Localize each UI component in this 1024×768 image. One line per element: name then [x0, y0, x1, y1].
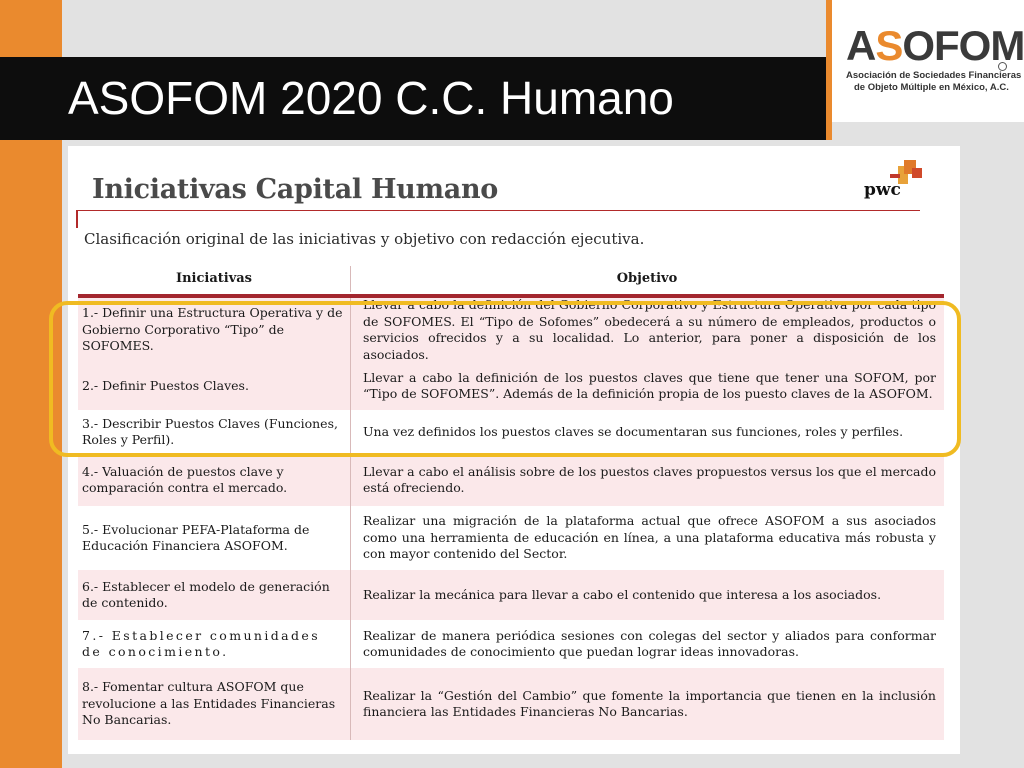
table-header: [78, 264, 944, 296]
table-row: [78, 620, 944, 668]
table-row: [78, 668, 944, 740]
pwc-brand: pwc: [864, 180, 901, 200]
objective-text: Realizar una migración de la plataforma actual que ofrece ASOFOM a sus asociados como una herramienta de educación en línea, a una plataforma educativa más robusta y con mayor contenido del Sector.: [363, 513, 936, 562]
asofom-logo: [832, 0, 1024, 122]
objective-cell: [350, 620, 944, 668]
title-rule: [76, 210, 920, 211]
initiative-text: 2.- Definir Puestos Claves.: [82, 377, 249, 393]
document-subtitle: Clasificación original de las iniciativas y objetivo con redacción ejecutiva.: [84, 230, 645, 248]
initiative-cell: [78, 454, 350, 506]
initiative-text: 8.- Fomentar cultura ASOFOM que revolucione a las Entidades Financieras No Bancarias.: [82, 679, 336, 728]
initiative-text: 7.- Establecer comunidades de conocimiento.: [82, 627, 321, 659]
objective-cell: [350, 506, 944, 570]
objective-text: Llevar a cabo la definición de los puestos claves que tiene que tener una SOFOM, por “Tipo de SOFOMES”. Además de la definición propia de los puesto claves de la ASOFOM.: [363, 369, 936, 401]
document-title: Iniciativas Capital Humano: [92, 174, 499, 205]
slide-title: ASOFOM 2020 C.C. Humano: [68, 72, 674, 124]
objective-cell: [350, 668, 944, 740]
initiative-text: 1.- Definir una Estructura Operativa y de Gobierno Corporativo “Tipo” de SOFOMES.: [82, 305, 343, 354]
initiative-text: 5.- Evolucionar PEFA-Plataforma de Educación Financiera ASOFOM.: [82, 521, 310, 553]
slide-title-bar: [0, 57, 828, 140]
objective-text: Llevar a cabo el análisis sobre de los puestos claves propuestos versus los que el mercado está ofreciendo.: [363, 463, 936, 495]
logo-subtitle-line2: de Objeto Múltiple en México, A.C.: [854, 82, 1009, 93]
asofom-wordmark: [846, 22, 1024, 70]
table-row: [78, 570, 944, 620]
initiative-cell: [78, 506, 350, 570]
initiative-cell: [78, 620, 350, 668]
logo-subtitle: [846, 70, 1022, 94]
logo-mark-prefix: A: [846, 22, 876, 69]
initiative-text: 4.- Valuación de puestos clave y comparación contra el mercado.: [82, 463, 288, 495]
objective-text: Realizar la mecánica para llevar a cabo el contenido que interesa a los asociados.: [363, 586, 882, 602]
table-row: [78, 506, 944, 570]
objective-cell: [350, 454, 944, 506]
logo-mark-suffix: OFOM: [902, 22, 1024, 69]
objective-text: Realizar la “Gestión del Cambio” que fomente la importancia que tienen en la inclusión financiera las Entidades Financieras No Bancarias.: [363, 687, 936, 719]
initiative-cell: [78, 570, 350, 620]
initiative-text: 3.- Describir Puestos Claves (Funciones, Roles y Perfil).: [82, 415, 338, 447]
objective-text: Una vez definidos los puestos claves se documentaran sus funciones, roles y perfiles.: [363, 423, 904, 439]
table-row: [78, 454, 944, 506]
column-header-initiatives: Iniciativas: [176, 271, 252, 286]
objective-text: Llevar a cabo la definición del Gobierno Corporativo y Estructura Operativa por cada tipo de SOFOMES. El “Tipo de Sofomes” obedecerá a su número de empleados, productos o servicios ofrecidos y a su localidad. Lo anterior, para poner a disposición de los asociados.: [363, 297, 936, 362]
title-rule-tick: [76, 210, 78, 228]
objective-cell: [350, 570, 944, 620]
initiatives-table: [78, 264, 944, 728]
initiative-text: 6.- Establecer el modelo de generación de contenido.: [82, 578, 330, 610]
logo-mark-accent: S: [875, 22, 903, 69]
objective-text: Realizar de manera periódica sesiones con colegas del sector y aliados para conformar comunidades de conocimiento que puedan lograr ideas innovadoras.: [363, 627, 936, 659]
initiative-cell: [78, 668, 350, 740]
highlight-box: [49, 301, 961, 457]
logo-subtitle-line1: Asociación de Sociedades Financieras: [846, 70, 1022, 81]
column-header-objective: Objetivo: [616, 271, 678, 286]
